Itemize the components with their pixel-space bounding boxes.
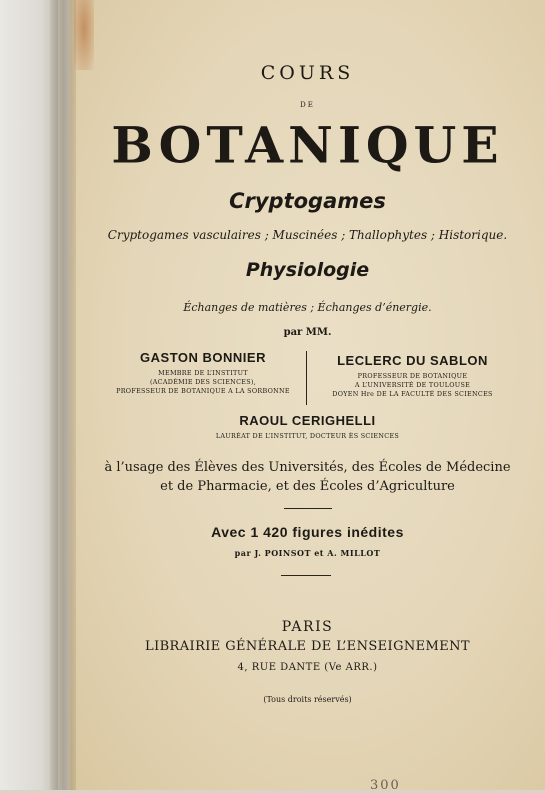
par-mm: par MM. [283,327,332,338]
author-name: LECLERC DU SABLON [337,353,488,368]
author-divider [306,351,307,405]
part2-subtitle: Échanges de matières ; Échanges d’énergie. [183,301,432,314]
usage-line-1: à l’usage des Élèves des Universités, des Écoles de Médecine [104,460,511,475]
publisher-address: 4, RUE DANTE (Ve ARR.) [237,662,378,673]
rights-notice: (Tous droits réservés) [263,695,352,704]
author-title-line: LAURÉAT DE L’INSTITUT, DOCTEUR ÈS SCIENCES [215,432,400,440]
figures-text: Avec 1 420 figures inédites [211,524,404,540]
page-mark: 300 [370,778,401,793]
author-title-line: MEMBRE DE L’INSTITUT [158,369,248,377]
author-title-line: PROFESSEUR DE BOTANIQUE A LA SORBONNE [116,387,290,395]
title-main: BOTANIQUE [111,115,504,175]
author-title-line: A L’UNIVERSITÉ DE TOULOUSE [354,381,471,389]
figures-credit: par J. POINSOT et A. MILLOT [234,548,381,558]
divider-rule [281,575,331,576]
author-name: GASTON BONNIER [140,350,266,365]
author-name: RAOUL CERIGHELLI [239,413,376,428]
author-title-line: (ACADÉMIE DES SCIENCES), [149,378,257,386]
publisher-name: LIBRAIRIE GÉNÉRALE DE L’ENSEIGNEMENT [145,639,470,654]
title-cours: COURS [260,62,355,84]
divider-rule [284,508,332,509]
author-title-line: DOYEN Hre DE LA FACULTÉ DES SCIENCES [332,390,493,398]
title-de: DE [300,101,315,109]
part2-heading: Physiologie [245,259,370,281]
author-leclerc [310,353,515,399]
publisher-city: PARIS [281,619,334,635]
author-title-line: PROFESSEUR DE BOTANIQUE [357,372,468,380]
part1-subtitle: Cryptogames vasculaires ; Muscinées ; Thallophytes ; Historique. [107,228,508,242]
part1-heading: Cryptogames [229,189,386,213]
author-cerighelli [70,413,545,441]
author-bonnier [100,350,306,396]
usage-line-2: et de Pharmacie, et des Écoles d’Agriculture [160,479,455,494]
paper-stain [74,0,94,70]
